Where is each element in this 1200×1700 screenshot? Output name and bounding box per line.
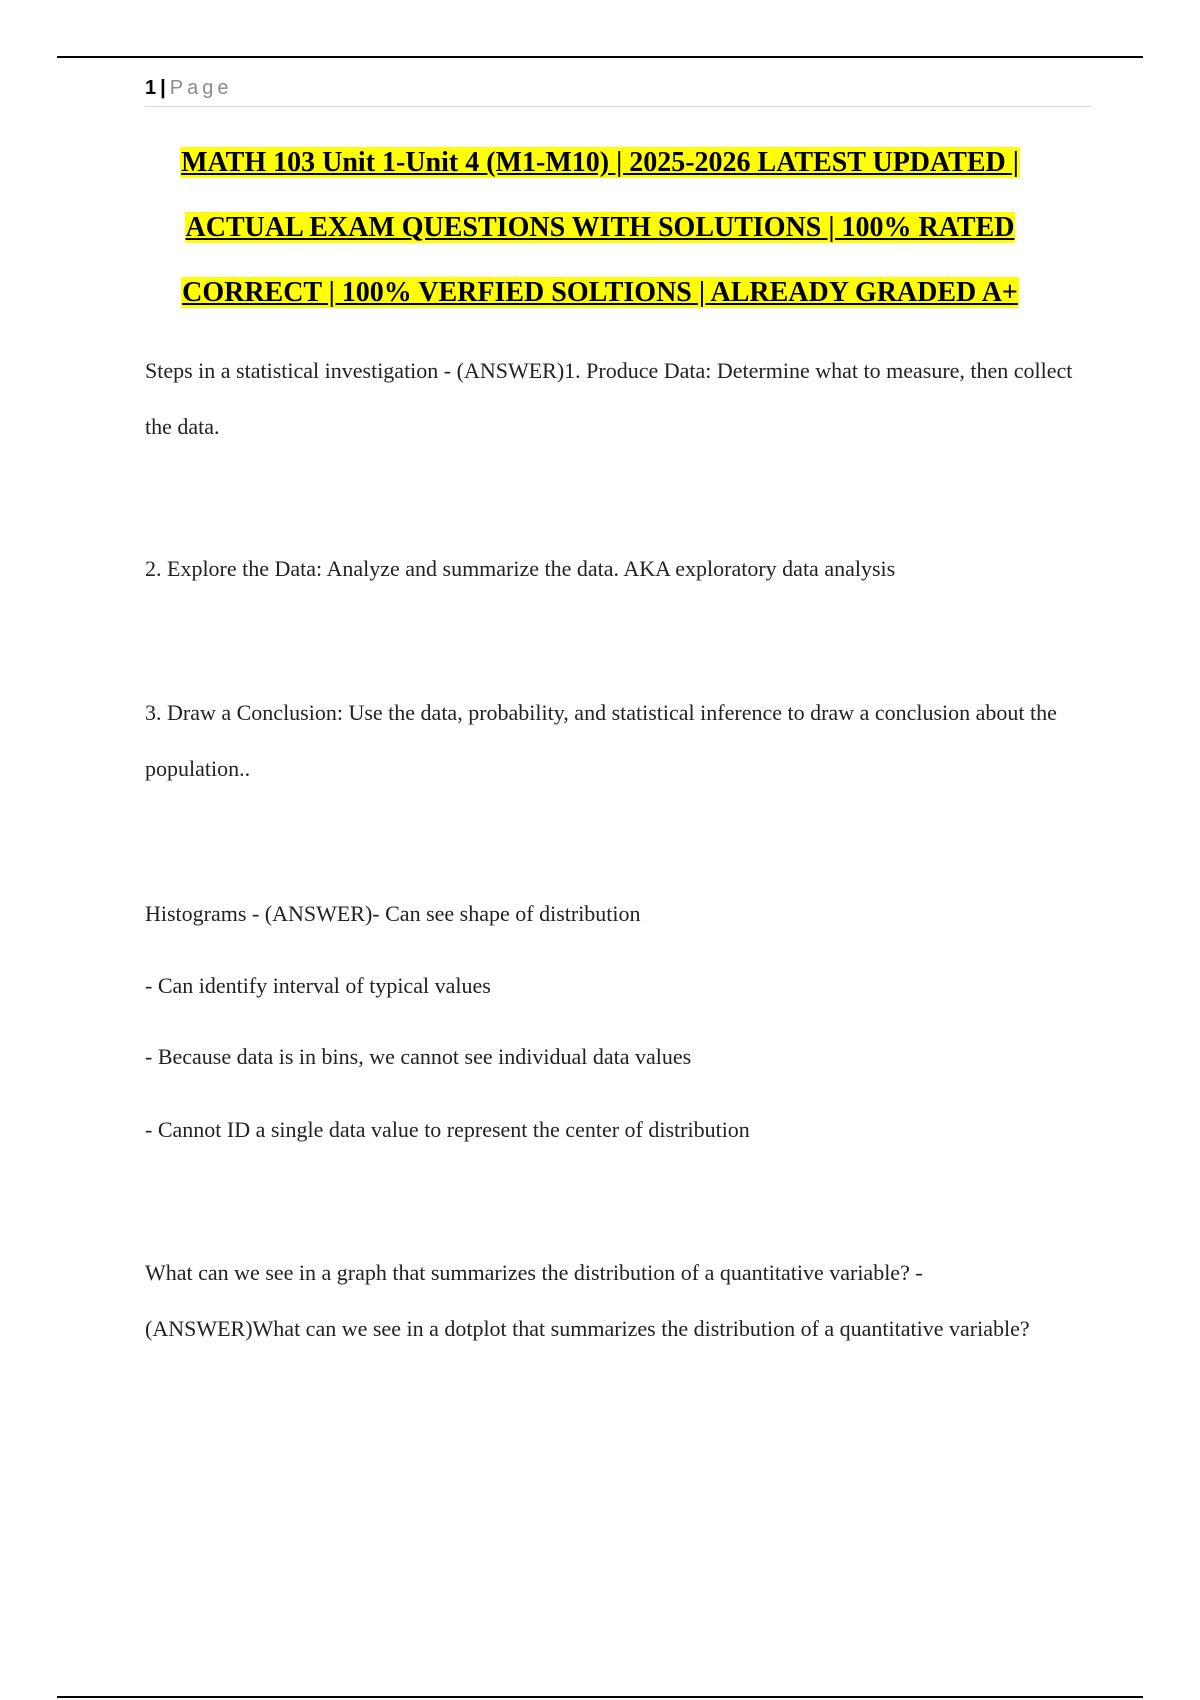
title-line-3-text: CORRECT | 100% VERFIED SOLTIONS | ALREADY GRADED A+ (182, 277, 1018, 308)
page-separator: | (160, 77, 166, 99)
bullet-typical-values: - Can identify interval of typical values (145, 973, 491, 998)
title-line-1-text: MATH 103 Unit 1-Unit 4 (M1-M10) | 2025-2026 LATEST UPDATED | (181, 147, 1019, 178)
title-line-1 (100, 143, 1100, 208)
title-line-2-text: ACTUAL EXAM QUESTIONS WITH SOLUTIONS | 100% RATED (185, 212, 1015, 243)
page-label: Page (169, 77, 233, 99)
document-title (100, 143, 1100, 338)
paragraph-conclusion: 3. Draw a Conclusion: Use the data, probability, and statistical inference to draw a conclusion about the population.. (145, 700, 1057, 781)
paragraph-steps: Steps in a statistical investigation - (ANSWER)1. Produce Data: Determine what to measure, then collect the data. (145, 358, 1073, 439)
title-line-3 (100, 273, 1100, 338)
top-rule (57, 56, 1143, 58)
page-header (145, 74, 1092, 107)
paragraph-histograms: Histograms - (ANSWER)- Can see shape of distribution (145, 901, 641, 926)
bottom-rule (57, 1696, 1143, 1698)
page-number: 1 (145, 77, 157, 99)
paragraph-graph-question: What can we see in a graph that summarizes the distribution of a quantitative variable? - (ANSWER)What can we see in a dotplot that summarizes the distribution of a quantitative variable? (145, 1260, 1030, 1341)
title-line-2 (100, 208, 1100, 273)
paragraph-explore: 2. Explore the Data: Analyze and summarize the data. AKA exploratory data analysis (145, 556, 896, 581)
bullet-center: - Cannot ID a single data value to represent the center of distribution (145, 1117, 750, 1142)
bullet-bins: - Because data is in bins, we cannot see individual data values (145, 1044, 692, 1069)
